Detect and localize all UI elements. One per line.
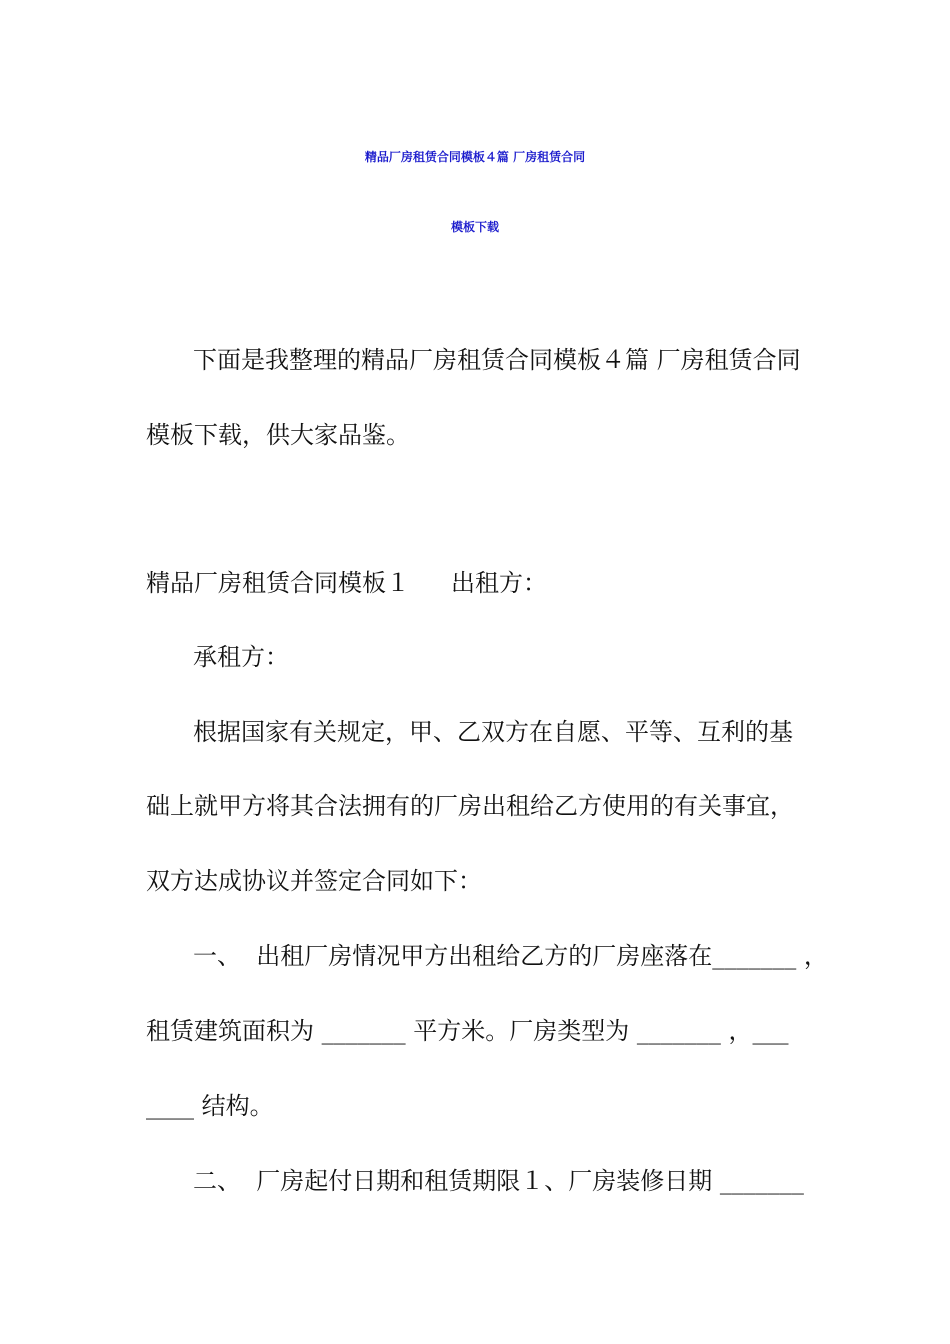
intro-line-2: 模板下载，供大家品鉴。 [146, 421, 410, 449]
clause-1-line-3: ____ 结构。 [146, 1092, 274, 1120]
intro-line-1: 下面是我整理的精品厂房租赁合同模板４篇 厂房租赁合同 [193, 346, 801, 374]
section-heading: 精品厂房租赁合同模板１ [146, 569, 410, 597]
document-title-line-2: 模板下载 [450, 220, 499, 234]
clause-1-line-1: 一、 出租厂房情况甲方出租给乙方的厂房座落在_______ ， [193, 942, 828, 970]
document-title-line-1: 精品厂房租赁合同模板４篇 厂房租赁合同 [364, 150, 586, 164]
lessor-label: 出租方： [451, 569, 547, 597]
clause-1-line-2: 租赁建筑面积为 _______ 平方米。厂房类型为 _______ ，___ [146, 1017, 789, 1045]
clause-2-line-1: 二、 厂房起付日期和租赁期限１、厂房装修日期 _______ [193, 1167, 804, 1195]
paragraph-1-line-3: 双方达成协议并签定合同如下： [146, 867, 482, 895]
paragraph-1-line-2: 础上就甲方将其合法拥有的厂房出租给乙方使用的有关事宜， [146, 792, 794, 820]
paragraph-1-line-1: 根据国家有关规定，甲、乙双方在自愿、平等、互利的基 [193, 718, 793, 746]
lessee-label: 承租方： [193, 643, 289, 671]
